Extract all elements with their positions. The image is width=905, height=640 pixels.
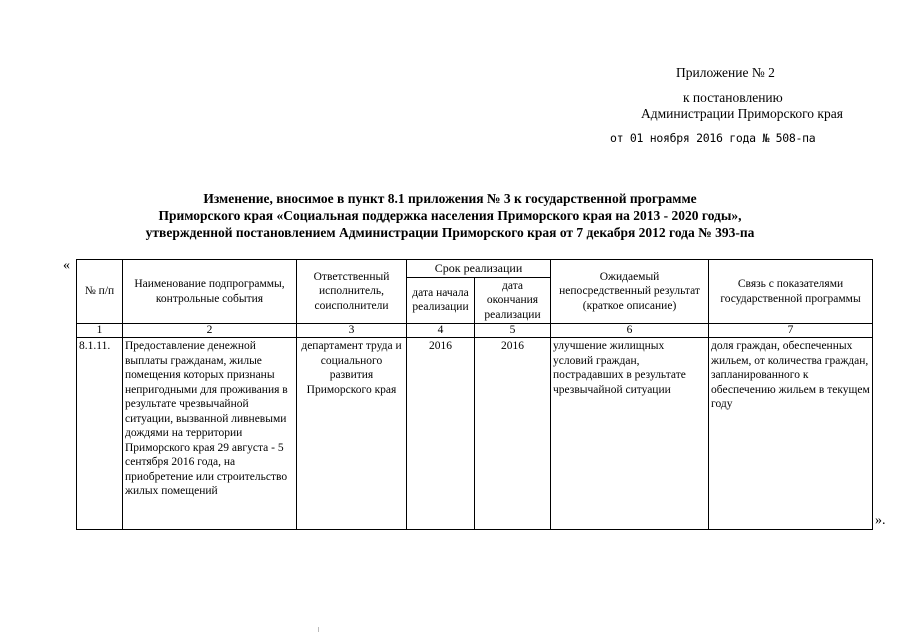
row-num: 8.1.11. [77,338,123,530]
opening-quote: « [63,258,70,273]
title-line-1: Изменение, вносимое в пункт 8.1 приложения № 3 к государственной программе [203,191,697,206]
column-number: 3 [297,324,407,338]
closing-quote: ». [875,513,886,528]
row-end: 2016 [475,338,551,530]
column-number: 4 [407,324,475,338]
resolution-reference: к постановлению [683,90,783,105]
header-start: дата начала реализации [407,277,475,324]
appendix-label: Приложение № 2 [676,65,775,80]
header-end: дата окончания реализации [475,277,551,324]
title-line-2: Приморского края «Социальная поддержка населения Приморского края на 2013 - 2020 годы», [158,208,742,223]
table-row [77,338,873,530]
header-period: Срок реализации [407,260,551,278]
title-line-3: утвержденной постановлением Администрации Приморского края от 7 декабря 2012 года № 393-па [145,225,755,240]
header-result: Ожидаемый непосредственный результат (краткое описание) [551,260,709,324]
administration-name: Администрации Приморского края [641,106,843,121]
row-link: доля граждан, обеспеченных жильем, от количества граждан, запланированного к обеспечению жильем в текущем году [709,338,873,530]
column-number: 7 [709,324,873,338]
header-num: № п/п [77,260,123,324]
header-name: Наименование подпрограммы, контрольные события [123,260,297,324]
column-number-row [77,324,873,338]
column-number: 2 [123,324,297,338]
column-number: 5 [475,324,551,338]
column-number: 1 [77,324,123,338]
row-responsible: департамент труда и социального развития Приморского края [297,338,407,530]
header-link: Связь с показателями государственной программы [709,260,873,324]
resolution-date: от 01 ноября 2016 года № 508-па [610,131,816,145]
row-start: 2016 [407,338,475,530]
scan-mark [318,627,319,632]
program-table [76,259,873,530]
document-title [80,190,820,241]
header-responsible: Ответственный исполнитель, соисполнители [297,260,407,324]
row-result: улучшение жилищных условий граждан, пострадавших в результате чрезвычайной ситуации [551,338,709,530]
column-number: 6 [551,324,709,338]
row-name: Предоставление денежной выплаты гражданам, жилые помещения которых признаны непригодными для проживания в результате чрезвычайной ситуации, вызванной ливневыми дождями на территории Приморского края 29 августа - 5 сентября 2016 года, на приобретение или строительство жилых помещений [123,338,297,530]
